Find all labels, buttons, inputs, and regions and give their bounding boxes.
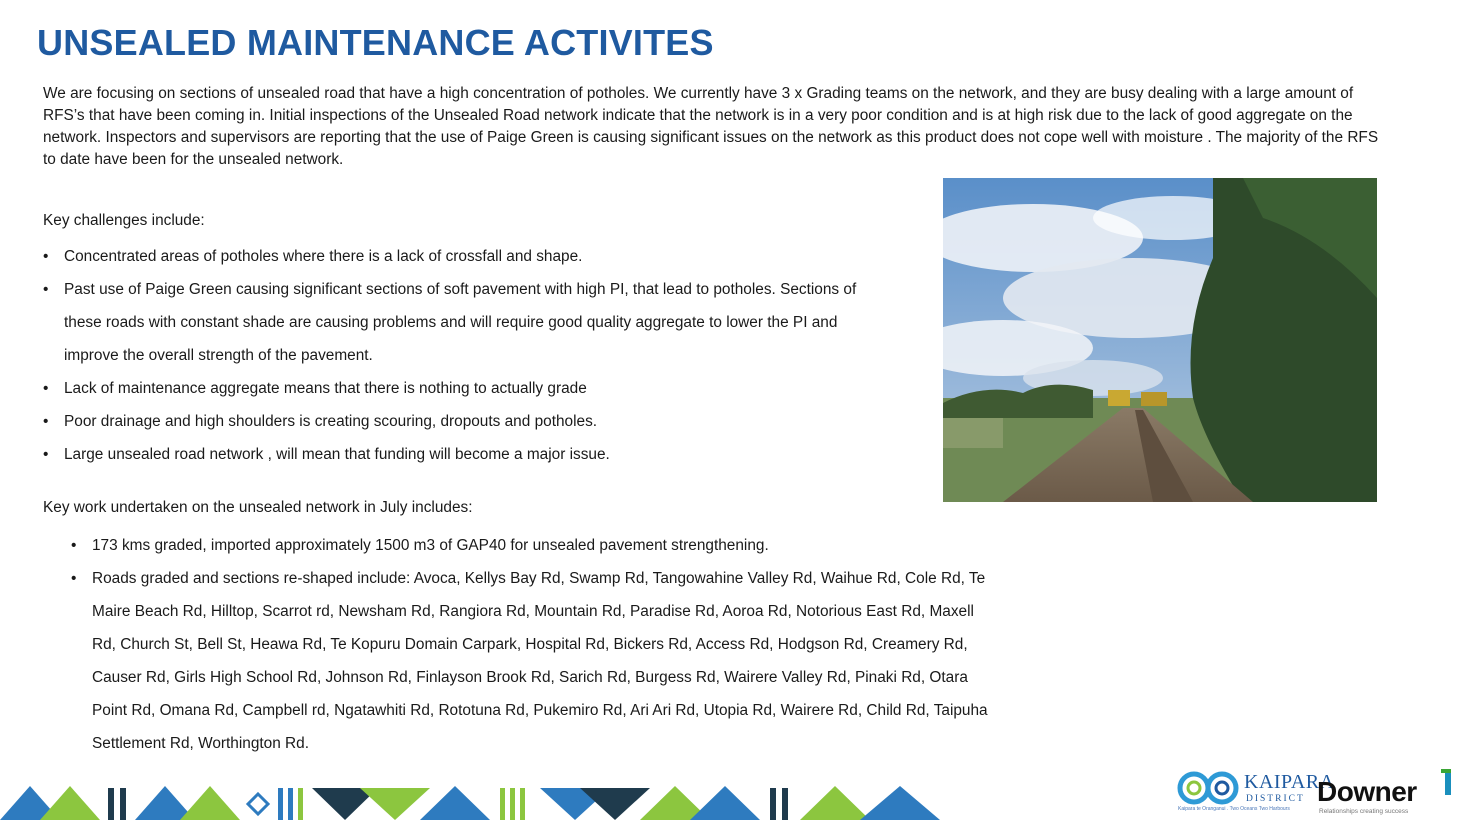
downer-tagline: Relationships creating success bbox=[1319, 808, 1409, 815]
challenge-item: • Concentrated areas of potholes where there is a lack of crossfall and shape. bbox=[43, 240, 863, 273]
downer-logo bbox=[1316, 768, 1456, 818]
decorative-pattern-band bbox=[0, 784, 948, 820]
road-grading-photo bbox=[943, 178, 1377, 502]
work-item: • Roads graded and sections re-shaped include: Avoca, Kellys Bay Rd, Swamp Rd, Tangowahine Valley Rd, Waihue Rd, Cole Rd, Te Maire Beach Rd, Hilltop, Scarrot rd, Newsham Rd, Rangiora Rd, Mountain Rd, Paradise Rd, Aoroa Rd, Notorious East Rd, Maxell Rd, Church St, Bell St, Heawa Rd, Te Kopuru Domain Carpark, Hospital Rd, Bickers Rd, Access Rd, Hodgson Rd, Creamery Rd, Causer Rd, Girls High School Rd, Johnson Rd, Finlayson Brook Rd, Sarich Rd, Burgess Rd, Wairere Valley Rd, Pinaki Rd, Otara Point Rd, Omana Rd, Campbell rd, Ngatawhiti Rd, Rototuna Rd, Pukemiro Rd, Ari Ari Rd, Utopia Rd, Wairere Rd, Child Rd, Taipuha Settlement Rd, Worthington Rd. bbox=[71, 562, 996, 760]
downer-mark-blue bbox=[1445, 773, 1451, 795]
intro-paragraph: We are focusing on sections of unsealed road that have a high concentration of potholes. We currently have 3 x Grading teams on the network, and they are busy dealing with a large amount of RFS’s that have been coming in. Initial inspections of the Unsealed Road network indicate that the network is in a very poor condition and is at high risk due to the lack of good aggregate on the network. Inspectors and supervisors are reporting that the use of Paige Green is causing significant issues on the network as this product does not cope well with moisture . The majority of the RFS to date have been for the unsealed network. bbox=[43, 85, 1379, 168]
challenges-heading: Key challenges include: bbox=[43, 212, 205, 229]
work-list bbox=[71, 529, 996, 760]
challenges-list bbox=[43, 240, 863, 471]
kaipara-district-logo bbox=[1176, 768, 1335, 816]
kaipara-name: KAIPARA bbox=[1244, 771, 1335, 793]
challenge-item: • Poor drainage and high shoulders is creating scouring, dropouts and potholes. bbox=[43, 405, 863, 438]
kaipara-sub: DISTRICT bbox=[1246, 794, 1305, 804]
work-heading: Key work undertaken on the unsealed network in July includes: bbox=[43, 499, 473, 516]
challenge-item: • Lack of maintenance aggregate means that there is nothing to actually grade bbox=[43, 372, 863, 405]
koru-icon bbox=[1176, 770, 1242, 806]
slide-title: UNSEALED MAINTENANCE ACTIVITES bbox=[37, 22, 714, 63]
kaipara-motto: Kaipara te Oranganui . Two Oceans Two Harbours bbox=[1178, 806, 1290, 812]
work-item: • 173 kms graded, imported approximately 1500 m3 of GAP40 for unsealed pavement strengthening. bbox=[71, 529, 996, 562]
challenge-item: • Large unsealed road network , will mean that funding will become a major issue. bbox=[43, 438, 863, 471]
downer-name: Downer bbox=[1317, 776, 1417, 807]
challenge-item: • Past use of Paige Green causing significant sections of soft pavement with high PI, that lead to potholes. Sections of these roads with constant shade are causing problems and will require good quality aggregate to lower the PI and improve the overall strength of the pavement. bbox=[43, 273, 863, 372]
